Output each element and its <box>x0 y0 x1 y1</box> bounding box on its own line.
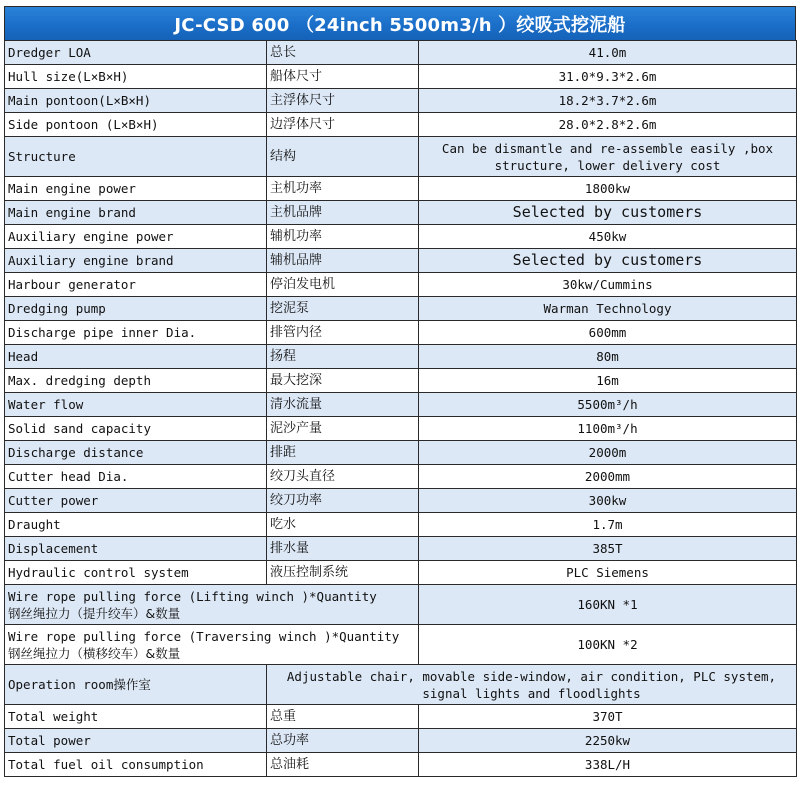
param-name-zh: 排管内径 <box>267 321 419 345</box>
table-row <box>5 249 797 273</box>
param-name-en: Total power <box>5 729 267 753</box>
param-name-en: Dredging pump <box>5 297 267 321</box>
param-name-en: Cutter power <box>5 489 267 513</box>
param-name-zh: 辅机功率 <box>267 225 419 249</box>
param-value: 18.2*3.7*2.6m <box>419 89 797 113</box>
param-name-en: Total weight <box>5 705 267 729</box>
param-name-en: Side pontoon (L×B×H) <box>5 113 267 137</box>
param-name-zh: 主机功率 <box>267 177 419 201</box>
table-row <box>5 729 797 753</box>
spec-sheet <box>4 6 796 780</box>
param-name-en: Main engine brand <box>5 201 267 225</box>
param-name-en: Solid sand capacity <box>5 417 267 441</box>
table-row <box>5 177 797 201</box>
param-value: Warman Technology <box>419 297 797 321</box>
param-name-zh: 吃水 <box>267 513 419 537</box>
param-name-zh: 绞刀头直径 <box>267 465 419 489</box>
param-value: 30kw/Cummins <box>419 273 797 297</box>
param-value: 2250kw <box>419 729 797 753</box>
param-name-zh: 总重 <box>267 705 419 729</box>
param-name-en: Hull size(L×B×H) <box>5 65 267 89</box>
param-value: Selected by customers <box>419 249 797 273</box>
param-name-en: Wire rope pulling force (Lifting winch )*Quantity <box>8 588 377 604</box>
param-value: 80m <box>419 345 797 369</box>
table-row <box>5 513 797 537</box>
param-value: 2000m <box>419 441 797 465</box>
param-name-zh: 最大挖深 <box>267 369 419 393</box>
param-name-en: Max. dredging depth <box>5 369 267 393</box>
param-name-en: Auxiliary engine power <box>5 225 267 249</box>
table-row <box>5 297 797 321</box>
param-name-zh: 钢丝绳拉力（横移绞车）&数量 <box>8 645 181 661</box>
param-name-en: Operation room操作室 <box>5 665 267 705</box>
param-name-zh: 液压控制系统 <box>267 561 419 585</box>
table-row <box>5 465 797 489</box>
table-row <box>5 113 797 137</box>
param-name-zh: 结构 <box>267 137 419 177</box>
param-value: 31.0*9.3*2.6m <box>419 65 797 89</box>
param-value: 300kw <box>419 489 797 513</box>
table-row <box>5 489 797 513</box>
param-value: 1.7m <box>419 513 797 537</box>
param-name-zh: 清水流量 <box>267 393 419 417</box>
table-row <box>5 537 797 561</box>
param-value: 600mm <box>419 321 797 345</box>
param-name-en: Harbour generator <box>5 273 267 297</box>
param-name-en: Discharge pipe inner Dia. <box>5 321 267 345</box>
param-name-zh: 总油耗 <box>267 753 419 777</box>
param-name-zh: 辅机品牌 <box>267 249 419 273</box>
param-name-zh: 主浮体尺寸 <box>267 89 419 113</box>
param-value: 1800kw <box>419 177 797 201</box>
param-value: 1100m³/h <box>419 417 797 441</box>
param-name-zh: 总长 <box>267 41 419 65</box>
param-name-zh: 挖泥泵 <box>267 297 419 321</box>
param-value: 28.0*2.8*2.6m <box>419 113 797 137</box>
param-value: 2000mm <box>419 465 797 489</box>
table-row <box>5 321 797 345</box>
spec-table <box>4 40 797 777</box>
sheet-title: JC-CSD 600 （24inch 5500m3/h ）绞吸式挖泥船 <box>4 6 796 40</box>
param-value: 5500m³/h <box>419 393 797 417</box>
param-name-en: Structure <box>5 137 267 177</box>
param-name-en: Dredger LOA <box>5 41 267 65</box>
param-name-en: Cutter head Dia. <box>5 465 267 489</box>
param-value: 41.0m <box>419 41 797 65</box>
param-value: 338L/H <box>419 753 797 777</box>
table-row <box>5 625 797 665</box>
table-row <box>5 393 797 417</box>
param-name-en: Discharge distance <box>5 441 267 465</box>
param-name-en: Main engine power <box>5 177 267 201</box>
table-row <box>5 137 797 177</box>
param-name-en: Total fuel oil consumption <box>5 753 267 777</box>
table-row <box>5 561 797 585</box>
table-row <box>5 89 797 113</box>
param-name-zh: 钢丝绳拉力（提升绞车）&数量 <box>8 605 181 621</box>
param-name-zh: 停泊发电机 <box>267 273 419 297</box>
param-name-zh: 排距 <box>267 441 419 465</box>
param-value: Selected by customers <box>419 201 797 225</box>
table-row <box>5 665 797 705</box>
param-name-en: Water flow <box>5 393 267 417</box>
param-name-zh: 绞刀功率 <box>267 489 419 513</box>
param-name-zh: 扬程 <box>267 345 419 369</box>
param-name-zh: 总功率 <box>267 729 419 753</box>
spec-table-body <box>5 41 797 777</box>
param-name-en: Draught <box>5 513 267 537</box>
param-name-en: Head <box>5 345 267 369</box>
param-name-zh: 主机品牌 <box>267 201 419 225</box>
table-row <box>5 273 797 297</box>
table-row <box>5 201 797 225</box>
winch-param-name <box>5 585 419 625</box>
param-value: Adjustable chair, movable side-window, air condition, PLC system, signal lights and floodlights <box>267 665 797 705</box>
param-name-zh: 边浮体尺寸 <box>267 113 419 137</box>
param-value: 16m <box>419 369 797 393</box>
table-row <box>5 369 797 393</box>
param-name-en: Hydraulic control system <box>5 561 267 585</box>
param-name-en: Auxiliary engine brand <box>5 249 267 273</box>
table-row <box>5 225 797 249</box>
table-row <box>5 65 797 89</box>
param-value: PLC Siemens <box>419 561 797 585</box>
table-row <box>5 441 797 465</box>
table-row <box>5 417 797 441</box>
table-row <box>5 345 797 369</box>
param-value: 160KN *1 <box>419 585 797 625</box>
param-value: 450kw <box>419 225 797 249</box>
param-name-zh: 排水量 <box>267 537 419 561</box>
table-row <box>5 705 797 729</box>
param-name-zh: 船体尺寸 <box>267 65 419 89</box>
param-name-en: Main pontoon(L×B×H) <box>5 89 267 113</box>
param-value: Can be dismantle and re-assemble easily ,box structure, lower delivery cost <box>419 137 797 177</box>
table-row <box>5 41 797 65</box>
param-name-en: Displacement <box>5 537 267 561</box>
param-value: 385T <box>419 537 797 561</box>
table-row <box>5 585 797 625</box>
param-name-en: Wire rope pulling force (Traversing winch )*Quantity <box>8 628 400 644</box>
winch-param-name <box>5 625 419 665</box>
param-value: 370T <box>419 705 797 729</box>
table-row <box>5 753 797 777</box>
param-name-zh: 泥沙产量 <box>267 417 419 441</box>
param-value: 100KN *2 <box>419 625 797 665</box>
